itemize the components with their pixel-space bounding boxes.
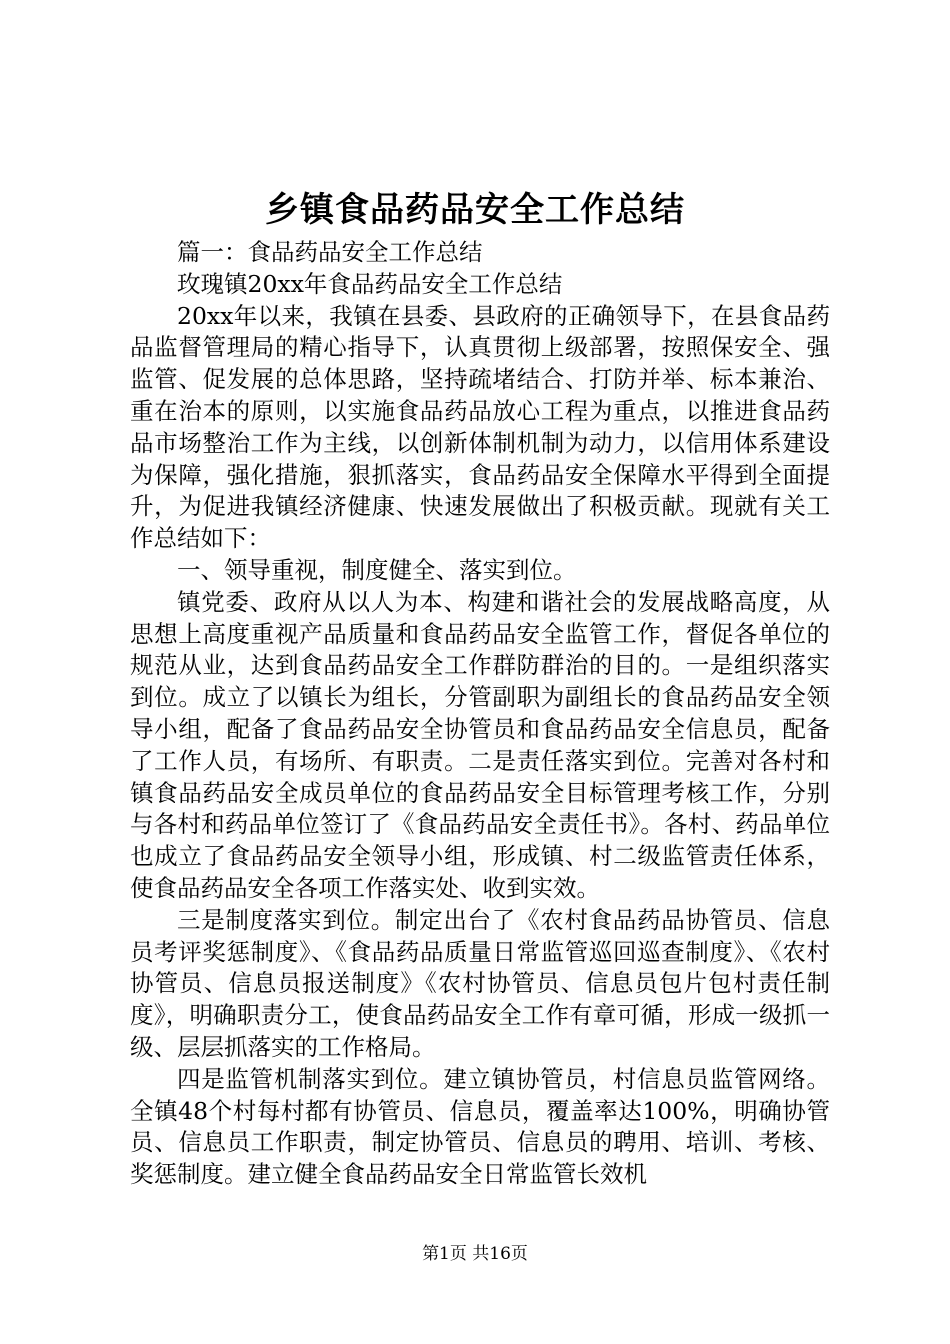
paragraph-system: 三是制度落实到位。制定出台了《农村食品药品协管员、信息员考评奖惩制度》、《食品药品质量日常监管巡回巡查制度》、《农村协管员、信息员报送制度》《农村协管员、信息员包片包村责任制度》，明确职责分工，使食品药品安全工作有章可循，形成一级抓一级、层层抓落实的工作格局。 — [130, 905, 830, 1061]
paragraph-subtitle: 玫瑰镇20xx年食品药品安全工作总结 — [177, 269, 563, 298]
document-body — [130, 237, 830, 1191]
paragraph-section-heading: 篇一：食品药品安全工作总结 — [177, 238, 483, 266]
document-title: 乡镇食品药品安全工作总结 — [265, 190, 685, 230]
paragraph-intro: 20xx年以来，我镇在县委、县政府的正确领导下，在县食品药品监督管理局的精心指导下，认真贯彻上级部署，按照保安全、强监管、促发展的总体思路，坚持疏堵结合、打防并举、标本兼治、重在治本的原则，以实施食品药品放心工程为重点，以推进食品药品市场整治工作为主线，以创新体制机制为动力，以信用体系建设为保障，强化措施，狠抓落实，食品药品安全保障水平得到全面提升，为促进我镇经济健康、快速发展做出了积极贡献。现就有关工作总结如下： — [130, 301, 830, 553]
paragraph-heading-one: 一、领导重视，制度健全、落实到位。 — [177, 555, 577, 584]
paragraph-leadership: 镇党委、政府从以人为本、构建和谐社会的发展战略高度，从思想上高度重视产品质量和食品药品安全监管工作，督促各单位的规范从业，达到食品药品安全工作群防群治的目的。一是组织落实到位。成立了以镇长为组长，分管副职为副组长的食品药品安全领导小组，配备了食品药品安全协管员和食品药品安全信息员，配备了工作人员，有场所、有职责。二是责任落实到位。完善对各村和镇食品药品安全成员单位的食品药品安全目标管理考核工作，分别与各村和药品单位签订了《食品药品安全责任书》。各村、药品单位也成立了食品药品安全领导小组，形成镇、村二级监管责任体系，使食品药品安全各项工作落实处、收到实效。 — [130, 587, 830, 902]
page-footer: 第1页 共16页 — [422, 1244, 528, 1264]
paragraph-mechanism: 四是监管机制落实到位。建立镇协管员，村信息员监管网络。全镇48个村每村都有协管员、信息员，覆盖率达100%，明确协管员、信息员工作职责，制定协管员、信息员的聘用、培训、考核、奖惩制度。建立健全食品药品安全日常监管长效机 — [130, 1064, 830, 1189]
